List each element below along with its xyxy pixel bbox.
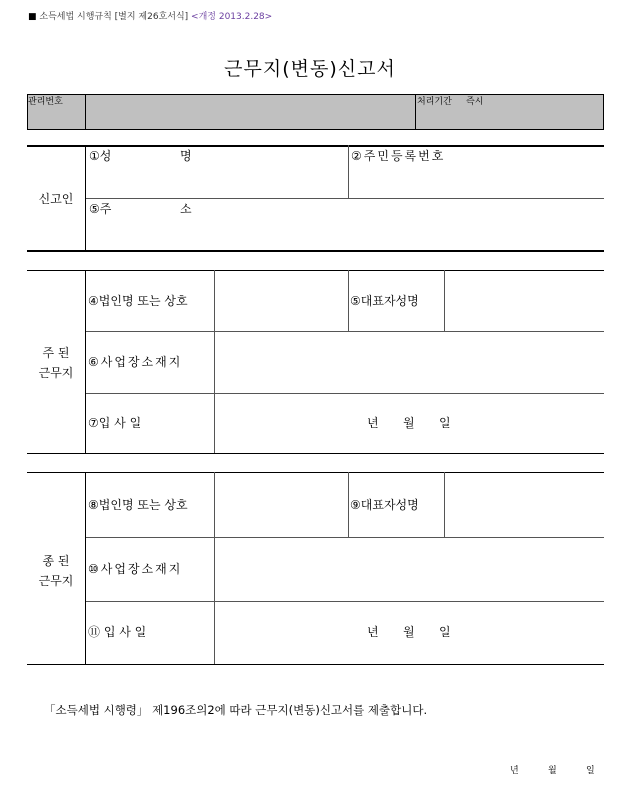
process-period-value: 즉시 (466, 97, 484, 107)
sub-location-field[interactable] (215, 538, 603, 600)
revision-note: <개정 2013.2.28> (191, 12, 273, 22)
sub-rep-name-label: ⑨대표자성명 (350, 498, 419, 512)
footer-day: 일 (586, 766, 595, 776)
sub-rep-name-field[interactable] (445, 473, 603, 536)
address-label-tail: 소 (180, 202, 192, 216)
name-field[interactable] (86, 166, 347, 197)
resident-no-label: ②주민등록번호 (351, 149, 446, 163)
main-join-date-label: ⑦입 사 일 (88, 416, 142, 430)
name-label-tail: 명 (180, 149, 192, 163)
process-period-label: 처리기간 (417, 97, 452, 107)
main-location-field[interactable] (215, 332, 603, 392)
address-label: ⑤주 (89, 202, 112, 216)
declarant-section-label: 신고인 (38, 192, 74, 206)
sub-corp-name-label: ⑧법인명 또는 상호 (88, 498, 188, 512)
law-reference: 소득세법 시행규칙 [별지 제26호서식] (39, 12, 189, 22)
page-title: 근무지(변동)신고서 (224, 58, 396, 80)
resident-no-field[interactable] (349, 166, 603, 197)
main-rep-name-field[interactable] (445, 271, 603, 330)
main-join-year: 년 (367, 416, 379, 430)
main-location-label: ⑥사업장소재지 (88, 355, 183, 369)
header-line (28, 12, 272, 23)
sub-workplace-label-1: 종 된 (42, 554, 70, 568)
square-bullet-icon: ■ (28, 12, 37, 22)
sub-location-label: ⑩사업장소재지 (88, 562, 183, 576)
main-workplace-label-2: 근무지 (38, 366, 74, 380)
main-join-day: 일 (439, 416, 451, 430)
address-field[interactable] (86, 218, 603, 249)
main-rep-name-label: ⑤대표자성명 (350, 294, 419, 308)
main-corp-name-field[interactable] (215, 271, 347, 330)
footer-month: 월 (548, 766, 557, 776)
main-workplace-label-1: 주 된 (42, 346, 70, 360)
main-corp-name-label: ④법인명 또는 상호 (88, 294, 188, 308)
mgmt-no-field[interactable] (86, 95, 414, 128)
main-join-month: 월 (403, 416, 415, 430)
footer-year: 년 (510, 766, 519, 776)
name-label: ①성 (89, 149, 112, 163)
sub-join-year: 년 (367, 625, 379, 639)
mgmt-no-label: 관리번호 (28, 97, 63, 107)
sub-join-day: 일 (439, 625, 451, 639)
submission-statement: 「소득세법 시행령」 제196조의2에 따라 근무지(변동)신고서를 제출합니다. (44, 703, 428, 717)
sub-join-date-label: ⑪ 입 사 일 (88, 625, 147, 639)
sub-workplace-label-2: 근무지 (38, 574, 74, 588)
sub-corp-name-field[interactable] (215, 473, 347, 536)
sub-join-month: 월 (403, 625, 415, 639)
